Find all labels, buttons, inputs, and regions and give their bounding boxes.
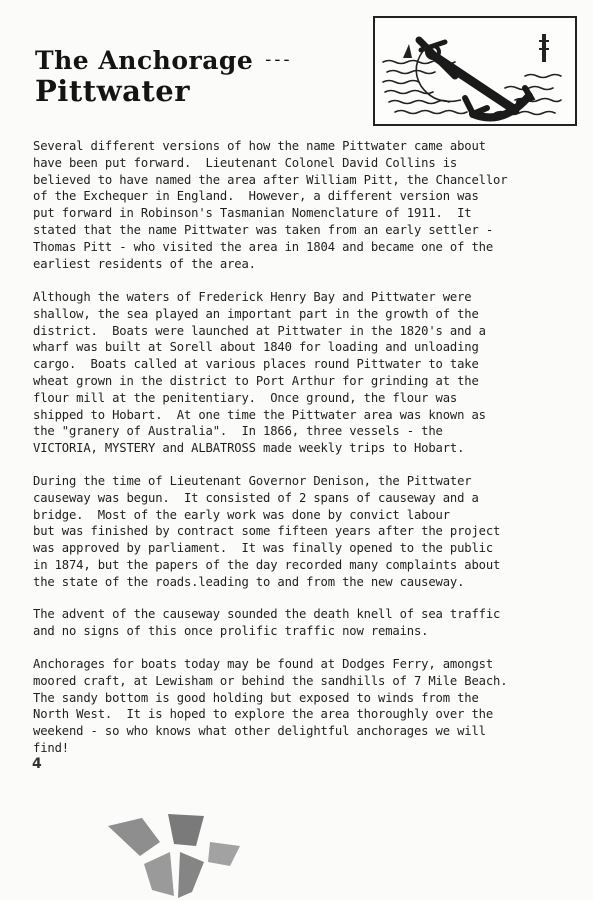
sail-logo-icon (100, 812, 250, 900)
paragraph-decline: The advent of the causeway sounded the death knell of sea traffic and no signs of this once prolific traffic now remains. (33, 607, 501, 638)
paragraph-sea-trade: Although the waters of Frederick Henry Bay and Pittwater were shallow, the sea played an important part in the growth of the district. Boats were launched at Pittwater in the 1820's and a wharf was built at Sorell about 1840 for loading and unloading cargo. Boats called at various places round Pittwater to take wheat grown in the district to Port Arthur for grinding at the flour mill at the penitentiary. Once ground, the flour was shipped to Hobart. At one time the Pittwater area was known as the "granery of Australia". In 1866, three vessels - the VICTORIA, MYSTERY and ALBATROSS made weekly trips to Hobart. (33, 290, 486, 456)
anchor-icon (375, 18, 575, 124)
title-line-1: The Anchorage (35, 46, 254, 75)
title-dash: --- (265, 49, 293, 70)
page-number: 4 (32, 756, 42, 772)
paragraph-name-origin: Several different versions of how the name Pittwater came about have been put forward. Lieutenant Colonel David Collins is believed to have named the area after William Pitt, the Chancellor of the Exchequer in England. However, a different version was put forward in Robinson's Tasmanian Nomenclature of 1911. It stated that the name Pittwater was taken from an early settler - Thomas Pitt - who visited the area in 1804 and became one of the earliest residents of the area. (33, 139, 508, 271)
paragraph-causeway: During the time of Lieutenant Governor Denison, the Pittwater causeway was begun. It consisted of 2 spans of causeway and a bridge. Most of the early work was done by convict labour but was finished by contract some fifteen years after the project was approved by parliament. It was finally opened to the public in 1874, but the papers of the day recorded many complaints about the state of the roads.leading to and from the new causeway. (33, 474, 501, 589)
anchor-illustration (373, 16, 577, 126)
article-title (35, 48, 293, 106)
title-line-2: Pittwater (35, 74, 190, 108)
paragraph-anchorages-today: Anchorages for boats today may be found at Dodges Ferry, amongst moored craft, at Lewisham or behind the sandhills of 7 Mile Beach. The sandy bottom is good holding but exposed to winds from the North West. It is hoped to explore the area thoroughly over the weekend - so who knows what other delightful anchorages we will find! (33, 657, 508, 755)
